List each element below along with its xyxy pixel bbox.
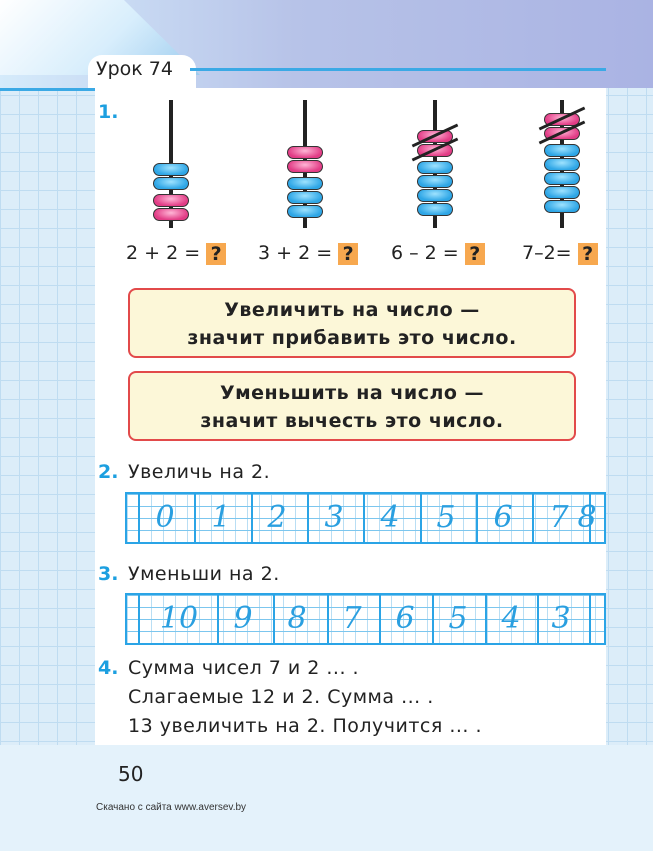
handwritten-digit: 10 xyxy=(159,601,199,636)
bead-pink xyxy=(153,194,189,207)
handwritten-digit: 0 xyxy=(155,500,175,535)
handwritten-digit: 5 xyxy=(448,601,468,636)
header-divider xyxy=(190,68,606,71)
header-divider-left xyxy=(0,88,96,91)
handwritten-digit: 5 xyxy=(436,500,456,535)
bead-blue xyxy=(544,200,580,213)
expression xyxy=(258,242,358,265)
handwritten-digit: 1 xyxy=(211,500,231,535)
expression-text: 2 + 2 = xyxy=(126,242,201,264)
cell-divider xyxy=(327,595,329,643)
rule-box-decrease xyxy=(128,371,576,441)
bead-blue xyxy=(417,161,453,174)
expression xyxy=(126,242,226,265)
bead-blue xyxy=(153,163,189,176)
handwritten-digit: 8 xyxy=(577,500,597,535)
answer-box: ? xyxy=(465,243,485,265)
rule-box-increase xyxy=(128,288,576,358)
bead-blue xyxy=(544,144,580,157)
task-number: 3. xyxy=(98,563,119,585)
bead-blue xyxy=(287,191,323,204)
cell-divider xyxy=(485,595,487,643)
expression-text: 3 + 2 = xyxy=(258,242,333,264)
cell-divider xyxy=(273,595,275,643)
bead-blue xyxy=(544,172,580,185)
handwritten-digit: 4 xyxy=(501,601,521,636)
handwritten-digit: 7 xyxy=(549,500,569,535)
rule-line: значит вычесть это число. xyxy=(200,410,504,432)
handwritten-digit: 8 xyxy=(287,601,307,636)
handwritten-digit: 2 xyxy=(267,500,287,535)
rule-line: значит прибавить это число. xyxy=(187,327,517,349)
rule-line: Увеличить на число — xyxy=(224,299,480,321)
task-line: Слагаемые 12 и 2. Сумма ... . xyxy=(128,686,434,708)
handwritten-digit: 3 xyxy=(551,601,571,636)
cell-divider xyxy=(307,494,309,542)
bead-blue xyxy=(417,175,453,188)
answer-box: ? xyxy=(206,243,226,265)
expression xyxy=(522,242,598,265)
expression xyxy=(391,242,485,265)
bead-blue xyxy=(417,189,453,202)
cell-divider xyxy=(138,595,140,643)
number-strip xyxy=(125,593,606,645)
page-number: 50 xyxy=(118,762,144,786)
answer-box: ? xyxy=(578,243,598,265)
cell-divider xyxy=(420,494,422,542)
task-number: 4. xyxy=(98,657,119,679)
cell-divider xyxy=(217,595,219,643)
bead-blue xyxy=(287,205,323,218)
bead-blue xyxy=(287,177,323,190)
cell-divider xyxy=(589,595,591,643)
bead-pink xyxy=(287,160,323,173)
answer-box: ? xyxy=(338,243,358,265)
cell-divider xyxy=(138,494,140,542)
cell-divider xyxy=(379,595,381,643)
abacus xyxy=(410,100,460,232)
abacus xyxy=(280,100,330,232)
handwritten-digit: 6 xyxy=(493,500,513,535)
task-prompt: Увеличь на 2. xyxy=(128,461,271,483)
cell-divider xyxy=(251,494,253,542)
cell-divider xyxy=(476,494,478,542)
bead-pink xyxy=(153,208,189,221)
abacus xyxy=(146,100,196,232)
lesson-title: Урок 74 xyxy=(96,58,173,80)
task-line: 13 увеличить на 2. Получится ... . xyxy=(128,715,483,737)
download-credit: Скачано с сайта www.aversev.by xyxy=(96,802,247,813)
task-prompt: Уменьши на 2. xyxy=(128,563,280,585)
handwritten-digit: 6 xyxy=(395,601,415,636)
rule-line: Уменьшить на число — xyxy=(219,382,485,404)
bead-blue xyxy=(544,158,580,171)
cell-divider xyxy=(532,494,534,542)
footer-band xyxy=(0,745,653,851)
cell-divider xyxy=(194,494,196,542)
abacus xyxy=(537,100,587,232)
handwritten-digit: 3 xyxy=(324,500,344,535)
bead-blue xyxy=(153,177,189,190)
cell-divider xyxy=(363,494,365,542)
bead-blue xyxy=(544,186,580,199)
handwritten-digit: 9 xyxy=(233,601,253,636)
bead-blue xyxy=(417,203,453,216)
bead-pink xyxy=(287,146,323,159)
handwritten-digit: 7 xyxy=(342,601,362,636)
cell-divider xyxy=(537,595,539,643)
cell-divider xyxy=(432,595,434,643)
task-number: 2. xyxy=(98,461,119,483)
task-line: Сумма чисел 7 и 2 ... . xyxy=(128,657,360,679)
task-number: 1. xyxy=(98,101,119,123)
number-strip xyxy=(125,492,606,544)
handwritten-digit: 4 xyxy=(380,500,400,535)
expression-text: 6 – 2 = xyxy=(391,242,459,264)
expression-text: 7–2= xyxy=(522,242,572,264)
